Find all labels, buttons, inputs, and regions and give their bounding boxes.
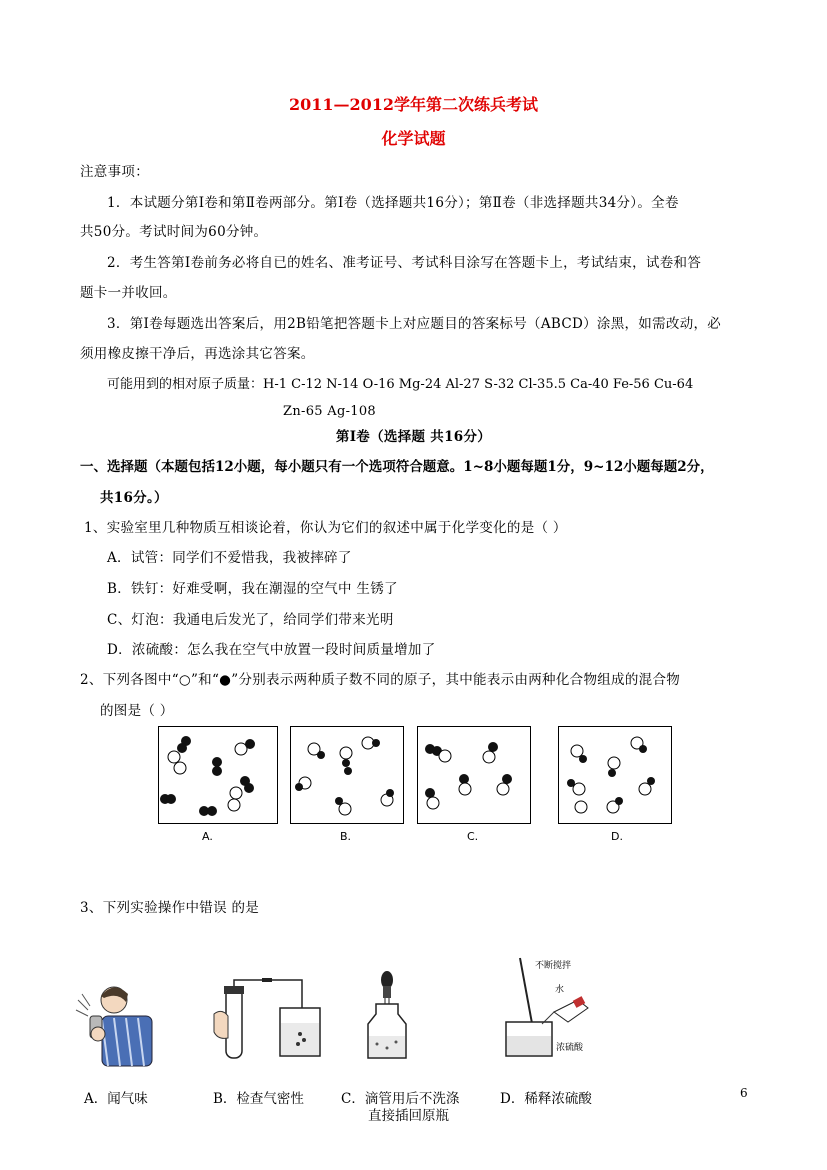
q3-caption-c: C．滴管用后不洗涤	[341, 1091, 460, 1107]
q3-caption-b: B．检查气密性	[213, 1091, 304, 1107]
q1-option-c: C、灯泡：我通电后发光了，给同学们带来光明	[107, 612, 394, 628]
q3-stem: 3、下列实验操作中错误 的是	[80, 900, 260, 916]
q2-stem-line-1: 2、下列各图中“○”和“●”分别表示两种质子数不同的原子，其中能表示由两种化合物组成的混合物	[80, 672, 681, 688]
q3-figure-acid-label: 浓硫酸	[556, 1043, 584, 1053]
atomic-mass-line-2: Zn-65 Ag-108	[283, 404, 376, 419]
q3-figure-stir-label: 不断搅拌	[535, 961, 572, 971]
q3-figure-dropper	[362, 970, 412, 1062]
q2-stem-line-2: 的图是（ ）	[100, 703, 174, 719]
notice-heading: 注意事项：	[80, 164, 149, 180]
q1-option-b: B．铁钉：好难受啊，我在潮湿的空气中 生锈了	[107, 581, 398, 597]
q3-figure-airtight	[210, 978, 325, 1062]
notice-item-2-line-1: 2．考生答第Ⅰ卷前务必将自已的姓名、准考证号、考试科目涂写在答题卡上，考试结束，试卷和答	[107, 255, 702, 271]
q2-label-c: C.	[467, 830, 479, 843]
q2-label-b: B.	[340, 830, 352, 843]
part1-heading-text: 第Ⅰ卷（选择题 共16分）	[335, 429, 492, 445]
q1-option-a: A．试管：同学们不爱惜我，我被摔碎了	[107, 550, 352, 566]
q2-diagram-d-atoms	[559, 727, 671, 823]
q2-diagram-d	[558, 726, 672, 824]
q3-caption-d: D．稀释浓硫酸	[500, 1091, 592, 1107]
page-subtitle: 化学试题	[381, 129, 446, 148]
q1-option-d: D．浓硫酸：怎么我在空气中放置一段时间质量增加了	[107, 642, 436, 658]
q3-figure-dilute	[498, 956, 608, 1060]
section-heading-line-1: 一、选择题（本题包括12小题，每小题只有一个选项符合题意。1~8小题每题1分，9~12小题每题2分，	[80, 459, 714, 475]
q2-label-a: A.	[202, 830, 213, 843]
notice-item-3-line-2: 须用橡皮擦干净后，再选涂其它答案。	[80, 346, 315, 362]
page-number: 6	[740, 1086, 748, 1100]
notice-item-2-line-2: 题卡一并收回。	[80, 285, 177, 301]
q2-label-d: D.	[611, 830, 623, 843]
q3-caption-c-line-2: 直接插回原瓶	[368, 1108, 449, 1124]
page-title: 2011—2012学年第二次练兵考试	[288, 95, 539, 114]
q2-diagram-c-atoms	[418, 727, 530, 823]
q2-diagram-c	[417, 726, 531, 824]
q3-caption-a: A．闻气味	[84, 1091, 148, 1107]
part1-heading	[0, 425, 827, 445]
q2-diagram-b-atoms	[291, 727, 403, 823]
section-heading-line-2: 共16分。）	[100, 490, 168, 506]
q3-figure-water-label: 水	[555, 985, 565, 995]
notice-item-1-line-2: 共50分。考试时间为60分钟。	[80, 224, 268, 240]
q2-diagram-a	[158, 726, 278, 824]
notice-item-3-line-1: 3．第Ⅰ卷每题选出答案后，用2B铅笔把答题卡上对应题目的答案标号（ABCD）涂黑，如需改动，必	[107, 316, 722, 332]
atomic-mass-line-1: 可能用到的相对原子质量：H-1 C-12 N-14 O-16 Mg-24 Al-27 S-32 Cl-35.5 Ca-40 Fe-56 Cu-64	[107, 377, 694, 392]
q3-figure-smell	[74, 980, 164, 1070]
q2-diagram-a-atoms	[159, 727, 277, 823]
q1-stem: 1、实验室里几种物质互相谈论着，你认为它们的叙述中属于化学变化的是（ ）	[84, 520, 567, 536]
notice-item-1-line-1: 1．本试题分第Ⅰ卷和第Ⅱ卷两部分。第Ⅰ卷（选择题共16分）；第Ⅱ卷（非选择题共34分）。全卷	[107, 195, 679, 211]
q2-diagram-b	[290, 726, 404, 824]
